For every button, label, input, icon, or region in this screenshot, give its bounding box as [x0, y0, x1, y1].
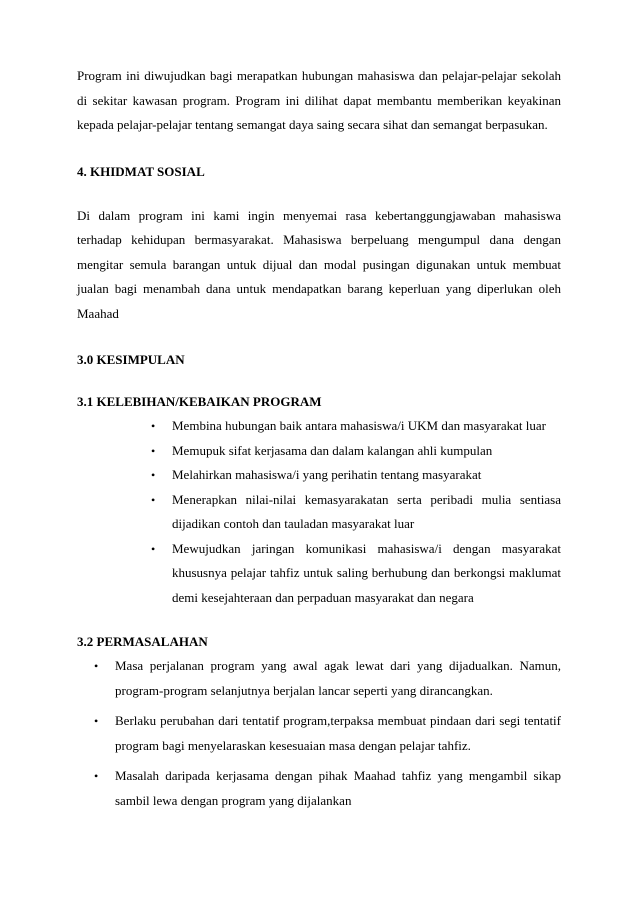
list-item	[77, 537, 561, 611]
list-item-text: Melahirkan mahasiswa/i yang perihatin tentang masyarakat	[172, 467, 482, 482]
document-page	[77, 64, 561, 819]
kelebihan-list	[77, 414, 561, 610]
bullet-icon: •	[151, 419, 156, 433]
bullet-icon: •	[151, 492, 156, 507]
list-item	[77, 439, 561, 464]
bullet-icon: •	[94, 714, 99, 728]
heading-kelebihan-program: 3.1 KELEBIHAN/KEBAIKAN PROGRAM	[77, 394, 322, 409]
list-item-text: Memupuk sifat kerjasama dan dalam kalangan ahli kumpulan	[172, 442, 493, 458]
list-item-text: Masalah daripada kerjasama dengan pihak Maahad tahfiz yang mengambil sikap sambil lewa dengan program yang dijalankan	[115, 768, 561, 808]
list-item	[77, 709, 561, 758]
bullet-icon: •	[94, 659, 99, 673]
bullet-icon: •	[94, 769, 99, 783]
list-item-text: Menerapkan nilai-nilai kemasyarakatan serta peribadi mulia sentiasa dijadikan contoh dan tauladan masyarakat luar	[172, 491, 561, 531]
heading-permasalahan: 3.2 PERMASALAHAN	[77, 634, 208, 649]
list-item	[77, 488, 561, 537]
list-item	[77, 463, 561, 488]
list-item	[77, 414, 561, 439]
heading-kesimpulan: 3.0 KESIMPULAN	[77, 352, 185, 367]
permasalahan-list	[77, 654, 561, 813]
list-item-text: Berlaku perubahan dari tentatif program,terpaksa membuat pindaan dari segi tentatif program bagi menyelaraskan kesesuaian masa dengan pelajar tahfiz.	[115, 713, 561, 753]
bullet-icon: •	[151, 541, 156, 556]
bullet-icon: •	[151, 468, 156, 482]
list-item-text: Mewujudkan jaringan komunikasi mahasiswa/i dengan masyarakat khususnya pelajar tahfiz untuk saling berhubung dan berkongsi maklumat demi kesejahteraan dan perpaduan masyarakat dan negara	[172, 540, 561, 605]
intro-paragraph: Program ini diwujudkan bagi merapatkan hubungan mahasiswa dan pelajar-pelajar sekolah di sekitar kawasan program. Program ini dilihat dapat membantu memberikan keyakinan kepada pelajar-pelajar tentang semangat daya saing secara sihat dan semangat berpasukan.	[77, 68, 561, 132]
khidmat-sosial-paragraph: Di dalam program ini kami ingin menyemai rasa kebertanggungjawaban mahasiswa terhadap kehidupan bermasyarakat. Mahasiswa berpeluang mengumpul dana dengan mengitar semula barangan untuk dijual dan modal pusingan digunakan untuk membuat jualan bagi menambah dana untuk mendapatkan barang keperluan yang diperlukan oleh Maahad	[77, 207, 561, 321]
bullet-icon: •	[151, 443, 156, 458]
list-item-text: Masa perjalanan program yang awal agak lewat dari yang dijadualkan. Namun, program-program selanjutnya berjalan lancar seperti yang dirancangkan.	[115, 658, 561, 698]
list-item	[77, 654, 561, 703]
list-item-text: Membina hubungan baik antara mahasiswa/i UKM dan masyarakat luar	[172, 418, 546, 433]
list-item	[77, 764, 561, 813]
heading-khidmat-sosial: 4. KHIDMAT SOSIAL	[77, 163, 205, 179]
